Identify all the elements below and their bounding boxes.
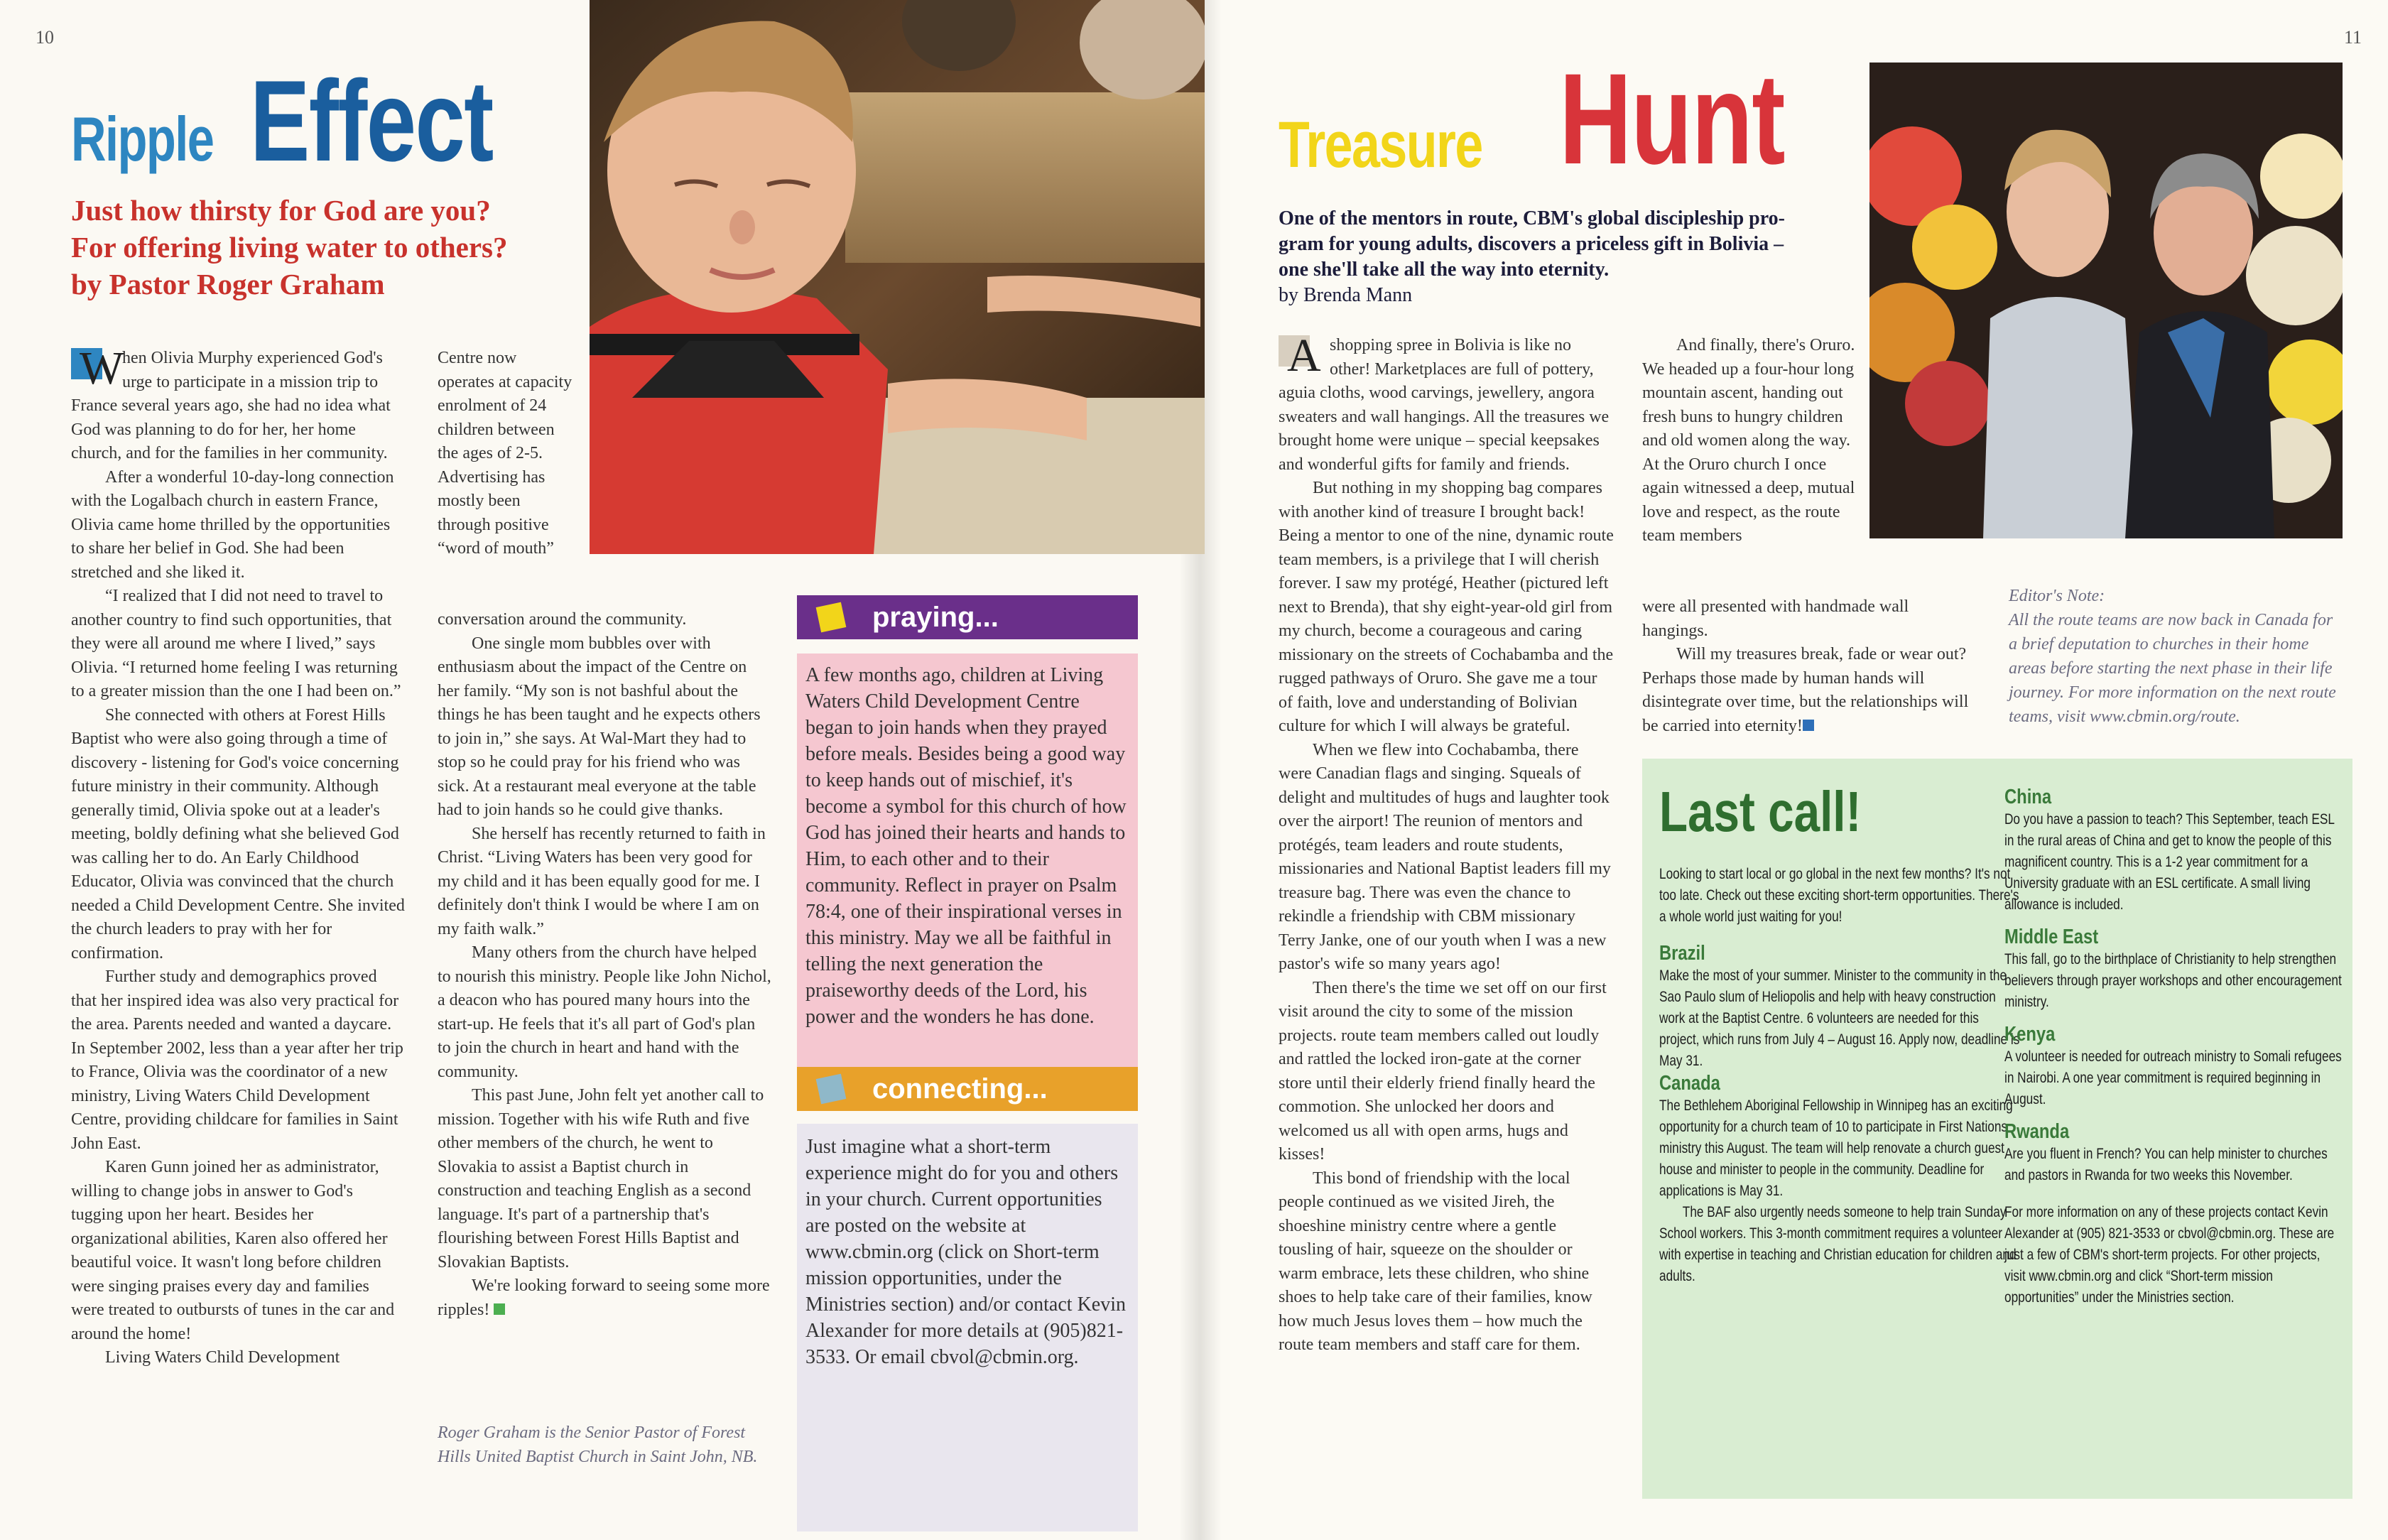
paragraph: One single mom bubbles over with enthusiasm about the impact of the Centre on her family. “My son is not bashful about the things he has been taught and he expects others to join in,” she says. At Wal-Mart they had to stop so he could pray for his friend who was sick. At a restaurant meal everyone at the table had to join hands so he could give thanks.	[438, 634, 761, 819]
end-mark	[494, 1303, 505, 1315]
china-text: Do you have a passion to teach? This September, teach ESL in the rural areas of China and get to know the people of this magnificent country. This is a 1-2 year commitment for a University graduate with an ESL certificate. A small living allowance is included.	[2004, 811, 2335, 913]
paragraph: Many others from the church have helped to nourish this ministry. People like John Nichol, a deacon who has poured many hours into the start-up. He feels that it's all part of God's plan to join the church in heart and hand with the community.	[438, 943, 771, 1081]
rwanda-text: Are you fluent in French? You can help minister to churches and pastors in Rwanda for two weeks this November.	[2004, 1146, 2328, 1183]
paragraph: were all presented with handmade wall hangings.	[1642, 597, 1909, 640]
women-photo-illustration	[1869, 63, 2343, 538]
middle-east-block	[2004, 926, 2343, 1013]
china-heading: China	[2004, 786, 2052, 808]
paragraph: Centre now operates at capacity enrolment of 24 children between the ages of 2-5. Advertising has mostly been through positive “word of mouth”	[438, 349, 572, 558]
author-bio: Roger Graham is the Senior Pastor of Forest Hills United Baptist Church in Saint John, NB.	[438, 1424, 758, 1466]
canada-block	[1659, 1072, 2020, 1287]
brazil-heading: Brazil	[1659, 942, 1705, 965]
paragraph: This past June, John felt yet another call to mission. Together with his wife Ruth and five other members of the church, he went to Slovakia to assist a Baptist church in construction and teaching English as a second language. It's part of a partnership that's flourishing between Forest Hills Baptist and Slovakian Baptists.	[438, 1086, 764, 1271]
last-call-left-column	[1659, 780, 2029, 1287]
treasure-column-2	[1642, 595, 1976, 738]
page-number-right: 11	[2344, 27, 2362, 48]
right-deck	[1279, 206, 1875, 308]
dropcap-a	[1279, 330, 1324, 381]
brazil-text: Make the most of your summer. Minister to the community in the Sao Paulo slum of Heliopolis and help with heavy construction work at the Baptist Centre. 6 volunteers are needed for this project, which runs from July 4 – August 16. Apply now, deadline is May 31.	[1659, 967, 2020, 1069]
deck-line: Just how thirsty for God are you?	[71, 194, 491, 227]
connecting-title: connecting...	[872, 1073, 1048, 1105]
last-call-box	[1642, 759, 2352, 1499]
title-ripple: Ripple	[71, 104, 214, 174]
title-treasure: Treasure	[1279, 109, 1482, 181]
paragraph: She herself has recently returned to faith in Christ. “Living Waters has been very good for my child and it has been equally good for me. I definitely don't think I would be where I am on my faith walk.”	[438, 824, 766, 938]
left-deck	[71, 192, 582, 303]
paragraph: “I realized that I did not need to travel to another country to find such opportunities, that they were all around me where I lived,” says Olivia. “I returned home feeling I was returning to a greater mission than the one I had been on.”	[71, 587, 401, 700]
last-call-intro: Looking to start local or go global in the next few months? It's not too late. Check out these exciting short-term opportunities. There's a whole world just waiting for you!	[1659, 866, 2019, 925]
kenya-text: A volunteer is needed for outreach ministry to Somali refugees in Nairobi. A one year commitment is required beginning in August.	[2004, 1048, 2342, 1107]
paragraph: shopping spree in Bolivia is like no other! Marketplaces are full of pottery, aguia cloths, wood carvings, jewellery, angora sweaters and wall hangings. All the treasures we brought home were unique – special keepsakes and wonderful gifts for family and friends.	[1279, 336, 1610, 474]
editors-note-text: All the route teams are now back in Canada for a brief deputation to churches in their home areas before starting the next phase in their life journey. For more information on the next route teams, visit www.cbmin.org/route.	[2009, 611, 2336, 726]
china-block	[2004, 786, 2343, 916]
deck-line: gram for young adults, discovers a priceless gift in Bolivia –	[1279, 233, 1784, 255]
paragraph: hen Olivia Murphy experienced God's urge to participate in a mission trip to France several years ago, she had no idea what God was planning to do for her, her home church, and for the families in her community.	[71, 349, 391, 462]
blue-square-icon	[816, 1074, 847, 1105]
rwanda-heading: Rwanda	[2004, 1120, 2070, 1143]
ripple-column-2	[438, 608, 771, 1322]
middle-east-heading: Middle East	[2004, 926, 2099, 948]
paragraph: When we flew into Cochabamba, there were Canadian flags and singing. Squeals of delight and multitudes of hugs and laughter took over the airport! The reunion of mentors and protégés, team leaders and route students, missionaries and National Baptist leaders fill my treasure bag. There was even the chance to rekindle a friendship with CBM missionary Terry Janke, one of our youth when I was a new pastor's wife so many years ago!	[1279, 740, 1611, 973]
paragraph: Further study and demographics proved that her inspired idea was also very practical for the area. Parents needed and wanted a daycare. In September 2002, less than a year after her trip to France, Olivia was the coordinator of a new ministry, Living Waters Child Development Centre, providing childcare for families in Saint John East.	[71, 967, 403, 1153]
canada-extra-text: The BAF also urgently needs someone to help train Sunday School workers. This 3-month commitment requires a volunteer with expertise in teaching and Christian education for children and adults.	[1659, 1204, 2017, 1284]
paragraph: conversation around the community.	[438, 610, 687, 629]
ripple-column-2-narrow	[438, 347, 572, 561]
canada-heading: Canada	[1659, 1072, 1720, 1095]
title-hunt: Hunt	[1559, 46, 1784, 191]
praying-box: A few months ago, children at Living Waters Child Development Centre began to join hands when they prayed before meals. Besides being a good way to keep hands out of mischief, it's become a symbol for this church of how God has joined their hearts and hands to Him, to each other and to their community. Reflect in prayer on Psalm 78:4, one of their inspirational verses in this ministry. May we all be faithful in telling the next generation the praiseworthy deeds of the Lord, his power and the wonders he has done.	[797, 654, 1138, 1074]
paragraph: After a wonderful 10-day-long connection with the Logalbach church in eastern France, Olivia came home thrilled by the opportunities to share her belief in God. She had been stretched and she liked it.	[71, 467, 394, 582]
paragraph: This bond of friendship with the local people continued as we visited Jireh, the shoeshine ministry centre where a gentle tousling of hair, squeeze on the shoulder or warm embrace, lets these children, who shine shoes to help take care of their families, know how much Jesus loves them – how much the route team members and staff care for them.	[1279, 1168, 1592, 1354]
paragraph: Karen Gunn joined her as administrator, willing to change jobs in answer to God's tugging upon her heart. Besides her organizational abilities, Karen also offered her beautiful voice. It wasn't long before children were singing praises every day and families were treated to outbursts of tunes in the car and around the home!	[71, 1158, 395, 1343]
paragraph: She connected with others at Forest Hills Baptist who were also going through a time of discovery - listening for God's voice concerning future ministry in their community. Although generally timid, Olivia spoke out at a leader's meeting, boldly defining what she believed God was calling her to do. An Early Childhood Educator, Olivia was convinced that the church needed a Child Development Centre. She invited the church leaders to pray with her for confirmation.	[71, 705, 405, 962]
connecting-box: Just imagine what a short-term experience might do for you and others in your church. Current opportunities are posted on the website at www.cbmin.org (click on Short-term mission opportunities, under the Ministries section) and/or contact Kevin Alexander for more details at (905)821-3533. Or email cbvol@cbmin.org.	[797, 1124, 1138, 1531]
paragraph: Living Waters Child Development	[105, 1348, 340, 1367]
child-photo-illustration	[590, 0, 1205, 554]
connecting-header	[797, 1067, 1138, 1111]
end-mark	[1803, 720, 1814, 731]
treasure-column-2-narrow	[1642, 334, 1855, 548]
editors-note	[2009, 584, 2343, 729]
closing-line: We're looking forward to seeing some more ripples!	[438, 1276, 770, 1319]
praying-header	[797, 595, 1138, 639]
treasure-hunt-title	[1279, 46, 1847, 191]
praying-title: praying...	[872, 601, 999, 633]
ripple-effect-title	[71, 50, 597, 185]
brazil-block	[1659, 942, 2020, 1072]
title-effect: Effect	[250, 57, 493, 185]
canada-text: The Bethlehem Aboriginal Fellowship in Winnipeg has an exciting opportunity for a church team of 10 to participate in First Nations ministry this August. The team will help renovate a church guest house and minister to people in the community. Deadline for applications is May 31.	[1659, 1097, 2013, 1199]
editors-note-label: Editor's Note:	[2009, 587, 2105, 605]
closing-line: Will my treasures break, fade or wear out? Perhaps those made by human hands will disintegrate over time, but the relationships will be carried into eternity!	[1642, 645, 1969, 735]
deck-line: For offering living water to others?	[71, 231, 508, 264]
dropcap-letter: A	[1287, 330, 1321, 381]
photo-two-women	[1869, 63, 2343, 538]
middle-east-text: This fall, go to the birthplace of Christianity to help strengthen believers through prayer workshops and other encouragement ministry.	[2004, 951, 2342, 1010]
rwanda-block	[2004, 1120, 2343, 1186]
kenya-block	[2004, 1023, 2343, 1110]
dropcap-w	[71, 342, 124, 394]
last-call-footer: For more information on any of these projects contact Kevin Alexander at (905) 821-3533 or cbvol@cbmin.org. These are just a few of CBM's short-term projects. For other projects, visit www.cbmin.org and click “Short-term mission opportunities” under the Ministries section.	[2004, 1204, 2335, 1306]
last-call-title: Last call!	[1659, 780, 1862, 843]
dropcap-letter: W	[80, 342, 124, 394]
yellow-square-icon	[816, 602, 847, 633]
page-number-left: 10	[36, 27, 54, 48]
deck-byline: by Brenda Mann	[1279, 284, 1413, 306]
deck-byline: by Pastor Roger Graham	[71, 268, 385, 300]
kenya-heading: Kenya	[2004, 1023, 2056, 1046]
last-call-right-column	[2004, 786, 2345, 1308]
deck-line: One of the mentors in route, CBM's global discipleship pro-	[1279, 207, 1786, 229]
paragraph: But nothing in my shopping bag compares with another kind of treasure I brought back! Being a mentor to one of the nine, dynamic route team members, is a privilege that I will cherish forever. I saw my protégé, Heather (pictured left next to Brenda), that shy eight-year-old girl from my church, become a courageous and caring missionary on the streets of Cochabamba and the rugged pathways of Oruro. She gave me a tour of faith, love and understanding of Bolivian culture for which I will always be grateful.	[1279, 479, 1614, 735]
photo-praying-child	[590, 0, 1205, 554]
ripple-column-1	[71, 342, 406, 1370]
paragraph: Then there's the time we set off on our first visit around the city to some of the mission projects. route team members called out loudly and rattled the locked iron-gate at the corner store until their elderly friend finally heard the commotion. She unlocked her doors and welcomed us all with open arms, hugs and kisses!	[1279, 978, 1607, 1164]
paragraph: And finally, there's Oruro. We headed up a four-hour long mountain ascent, handing out fresh buns to hungry children and old women along the way. At the Oruro church I once again witnessed a deep, mutual love and respect, as the route team members	[1642, 336, 1855, 545]
deck-line: one she'll take all the way into eternity.	[1279, 259, 1610, 281]
treasure-column-1	[1279, 330, 1614, 1357]
